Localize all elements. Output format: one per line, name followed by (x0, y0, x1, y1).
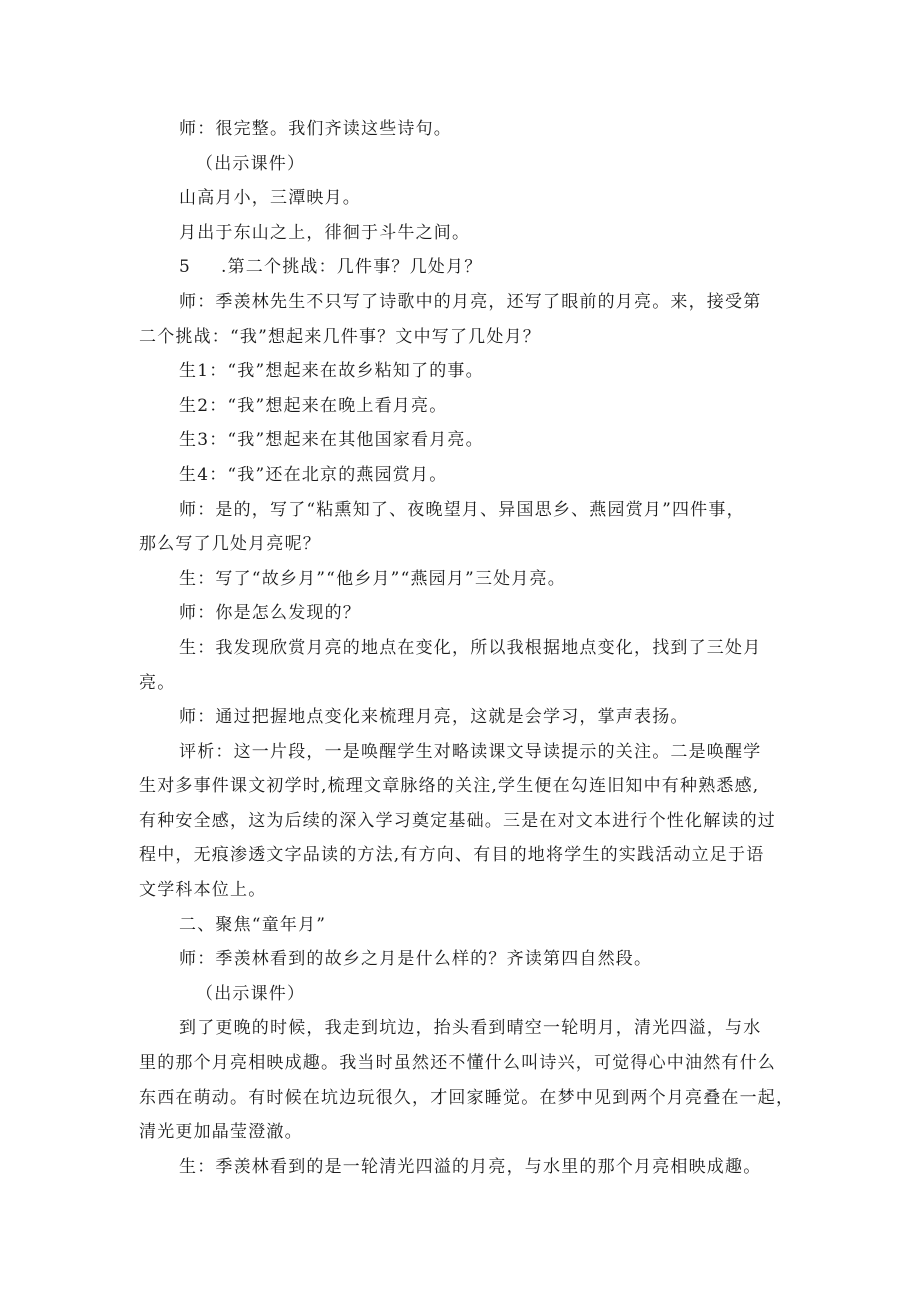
text-line: 东西在萌动。有时候在坑边玩很久，才回家睡觉。在梦中见到两个月亮叠在一起， (139, 1087, 795, 1108)
text-line: 清光更加晶莹澄澈。 (139, 1122, 303, 1143)
section-number: 5 (179, 257, 192, 278)
courseware-note: （出示课件） (196, 983, 306, 1004)
teacher-line: 师：通过把握地点变化来梳理月亮，这就是会学习，掌声表扬。 (179, 707, 689, 728)
student-line: 生4：“我”还在北京的燕园赏月。 (179, 464, 448, 485)
teacher-line: 师：季羡林看到的故乡之月是什么样的？齐读第四自然段。 (179, 949, 653, 970)
student-line: 生2：“我”想起来在晚上看月亮。 (179, 395, 448, 416)
text-line: 到了更晚的时候，我走到坑边，抬头看到晴空一轮明月，清光四溢，与水 (179, 1018, 762, 1039)
teacher-paragraph (139, 285, 784, 354)
student-paragraph (139, 631, 784, 700)
text-line: 那么写了几处月亮呢？ (139, 534, 321, 555)
commentary-paragraph (139, 735, 784, 908)
text-line: 有种安全感，这为后续的深入学习奠定基础。三是在对文本进行个性化解读的过 (139, 810, 776, 831)
text-line: 二个挑战：“我”想起来几件事？文中写了几处月？ (139, 326, 541, 347)
student-line: 生1：“我”想起来在故乡粘知了的事。 (179, 361, 484, 382)
section-heading (139, 250, 784, 285)
text-line: 师：是的，写了“粘熏知了、夜晚望月、异国思乡、燕园赏月”四件事， (179, 499, 745, 520)
teacher-paragraph (139, 493, 784, 562)
text-line: 评析：这一片段，一是唤醒学生对略读课文导读提示的关注。二是唤醒学 (179, 741, 762, 762)
teacher-line: 师：你是怎么发现的？ (179, 603, 361, 624)
poem-line: 山高月小，三潭映月。 (179, 188, 361, 209)
text-line: 文学科本位上。 (139, 880, 267, 901)
poem-line: 月出于东山之上，徘徊于斗牛之间。 (179, 222, 471, 243)
student-line: 生：写了“故乡月”“他乡月”“燕园月”三处月亮。 (179, 568, 566, 589)
text-line: 里的那个月亮相映成趣。我当时虽然还不懂什么叫诗兴，可觉得心中油然有什么 (139, 1053, 776, 1074)
text-line: 生：我发现欣赏月亮的地点在变化，所以我根据地点变化，找到了三处月 (179, 637, 762, 658)
text-line: 程中，无痕渗透文字品读的方法,有方向、有目的地将学生的实践活动立足于语 (139, 845, 765, 866)
document-page (139, 112, 795, 1184)
student-line: 生3：“我”想起来在其他国家看月亮。 (179, 430, 484, 451)
teacher-line: 师：很完整。我们齐读这些诗句。 (179, 119, 452, 139)
section-title: .第二个挑战：几件事？几处月？ (221, 257, 483, 278)
quoted-passage (139, 1011, 795, 1149)
courseware-note: （出示课件） (196, 153, 306, 174)
section-heading: 二、聚焦“童年月” (179, 914, 327, 935)
student-line: 生：季羡林看到的是一轮清光四溢的月亮，与水里的那个月亮相映成趣。 (179, 1156, 762, 1177)
text-line: 生对多事件课文初学时,梳理文章脉络的关注,学生便在勾连旧知中有种熟悉感, (139, 776, 760, 797)
text-line: 亮。 (139, 672, 176, 693)
text-line: 师：季羡林先生不只写了诗歌中的月亮，还写了眼前的月亮。来，接受第 (179, 291, 762, 312)
